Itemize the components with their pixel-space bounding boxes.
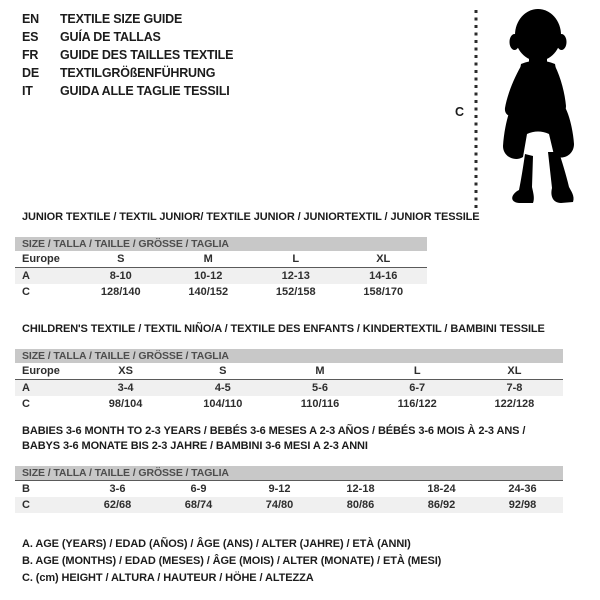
row-label: A: [22, 270, 30, 282]
language-row: [22, 28, 233, 46]
section-title-line: BABIES 3-6 MONTH TO 2-3 YEARS / BEBÉS 3-6 MESES A 2-3 AÑOS / BÉBÉS 3-6 MOIS À 2-3 ANS /: [22, 425, 526, 437]
size-cell: 116/122: [397, 398, 437, 410]
language-code: DE: [22, 66, 39, 80]
size-cell: 3-4: [117, 382, 134, 394]
size-cell: 80/86: [346, 499, 375, 511]
size-cell: 92/98: [508, 499, 537, 511]
table-row: [15, 363, 563, 379]
size-section: [15, 424, 585, 513]
table-row: [15, 284, 427, 300]
language-code: EN: [22, 12, 39, 26]
language-code: FR: [22, 48, 39, 62]
size-cell: 74/80: [265, 499, 294, 511]
language-title: GUIDA ALLE TAGLIE TESSILI: [60, 84, 230, 98]
table-row: [15, 497, 563, 513]
section-title: [22, 424, 585, 454]
size-cell: XL: [376, 253, 391, 265]
footnote: A. AGE (YEARS) / EDAD (AÑOS) / ÂGE (ANS) / ALTER (JAHRE) / ETÀ (ANNI): [22, 538, 411, 550]
footnote: B. AGE (MONTHS) / EDAD (MESES) / ÂGE (MOIS) / ALTER (MONATE) / ETÀ (MESI): [22, 555, 442, 567]
language-row: [22, 10, 233, 28]
language-title: TEXTILGRÖßENFÜHRUNG: [60, 66, 216, 80]
size-tables: [15, 210, 585, 513]
section-title: [22, 210, 585, 225]
language-code: ES: [22, 30, 39, 44]
size-cell: 62/68: [103, 499, 132, 511]
height-dashed-line-icon: [473, 10, 479, 210]
language-title: GUÍA DE TALLAS: [60, 30, 161, 44]
size-cell: XS: [118, 365, 133, 377]
size-cell: S: [117, 253, 125, 265]
size-cell: 110/116: [300, 398, 340, 410]
table-row: [15, 396, 563, 412]
baby-silhouette-icon: [485, 8, 597, 208]
size-cell: 12-13: [281, 270, 310, 282]
size-cell: M: [203, 253, 213, 265]
section-title-line: JUNIOR TEXTILE / TEXTIL JUNIOR/ TEXTILE JUNIOR / JUNIORTEXTIL / JUNIOR TESSILE: [22, 211, 480, 223]
size-cell: 9-12: [268, 483, 291, 495]
row-label: C: [22, 286, 30, 298]
language-code: IT: [22, 84, 33, 98]
size-cell: 5-6: [312, 382, 328, 394]
size-cell: L: [292, 253, 300, 265]
size-cell: 6-7: [409, 382, 426, 394]
size-cell: 3-6: [109, 483, 126, 495]
language-row: [22, 46, 233, 64]
size-cell: 8-10: [109, 270, 132, 282]
size-cell: 12-18: [346, 483, 375, 495]
height-measure-label: C: [455, 105, 465, 119]
table-row: [15, 480, 563, 497]
size-cell: M: [315, 365, 325, 377]
row-label: Europe: [22, 253, 60, 265]
size-cell: 122/128: [494, 398, 535, 410]
section-title: [22, 322, 585, 337]
size-cell: 104/110: [203, 398, 243, 410]
size-cell: 68/74: [184, 499, 213, 511]
language-row: [22, 82, 233, 100]
language-list: [22, 10, 233, 100]
size-cell: 152/158: [275, 286, 316, 298]
language-title: TEXTILE SIZE GUIDE: [60, 12, 183, 26]
size-section: [15, 322, 585, 412]
table-row: [15, 251, 427, 267]
footnotes: [22, 536, 441, 587]
language-row: [22, 64, 233, 82]
size-cell: L: [413, 365, 421, 377]
footnote: C. (cm) HEIGHT / ALTURA / HAUTEUR / HÖHE / ALTEZZA: [22, 572, 314, 584]
section-title-line: CHILDREN'S TEXTILE / TEXTIL NIÑO/A / TEXTILE DES ENFANTS / KINDERTEXTIL / BAMBINI TESSILE: [22, 323, 545, 335]
size-cell: 24-36: [508, 483, 537, 495]
size-cell: 18-24: [427, 483, 456, 495]
size-cell: S: [219, 365, 227, 377]
row-label: A: [22, 382, 30, 394]
size-cell: 128/140: [100, 286, 141, 298]
size-cell: 98/104: [108, 398, 143, 410]
size-cell: 4-5: [214, 382, 231, 394]
language-title: GUIDE DES TAILLES TEXTILE: [60, 48, 234, 62]
section-title-line: BABYS 3-6 MONATE BIS 2-3 JAHRE / BAMBINI 3-6 MESI A 2-3 ANNI: [22, 440, 368, 452]
row-label: C: [22, 499, 30, 511]
baby-figure-area: [450, 8, 600, 212]
size-cell: 140/152: [188, 286, 229, 298]
table-row: [15, 267, 427, 284]
size-cell: 14-16: [369, 270, 398, 282]
size-band: SIZE / TALLA / TAILLE / GRÖSSE / TAGLIA: [15, 237, 427, 251]
table-row: [15, 379, 563, 396]
row-label: B: [22, 483, 30, 495]
size-band: SIZE / TALLA / TAILLE / GRÖSSE / TAGLIA: [15, 466, 563, 480]
row-label: C: [22, 398, 30, 410]
size-cell: 6-9: [190, 483, 207, 495]
size-cell: 158/170: [363, 286, 404, 298]
size-cell: XL: [507, 365, 522, 377]
row-label: Europe: [22, 365, 60, 377]
size-cell: 7-8: [506, 382, 523, 394]
size-band: SIZE / TALLA / TAILLE / GRÖSSE / TAGLIA: [15, 349, 563, 363]
size-cell: 10-12: [194, 270, 223, 282]
size-section: [15, 210, 585, 300]
size-cell: 86/92: [427, 499, 456, 511]
